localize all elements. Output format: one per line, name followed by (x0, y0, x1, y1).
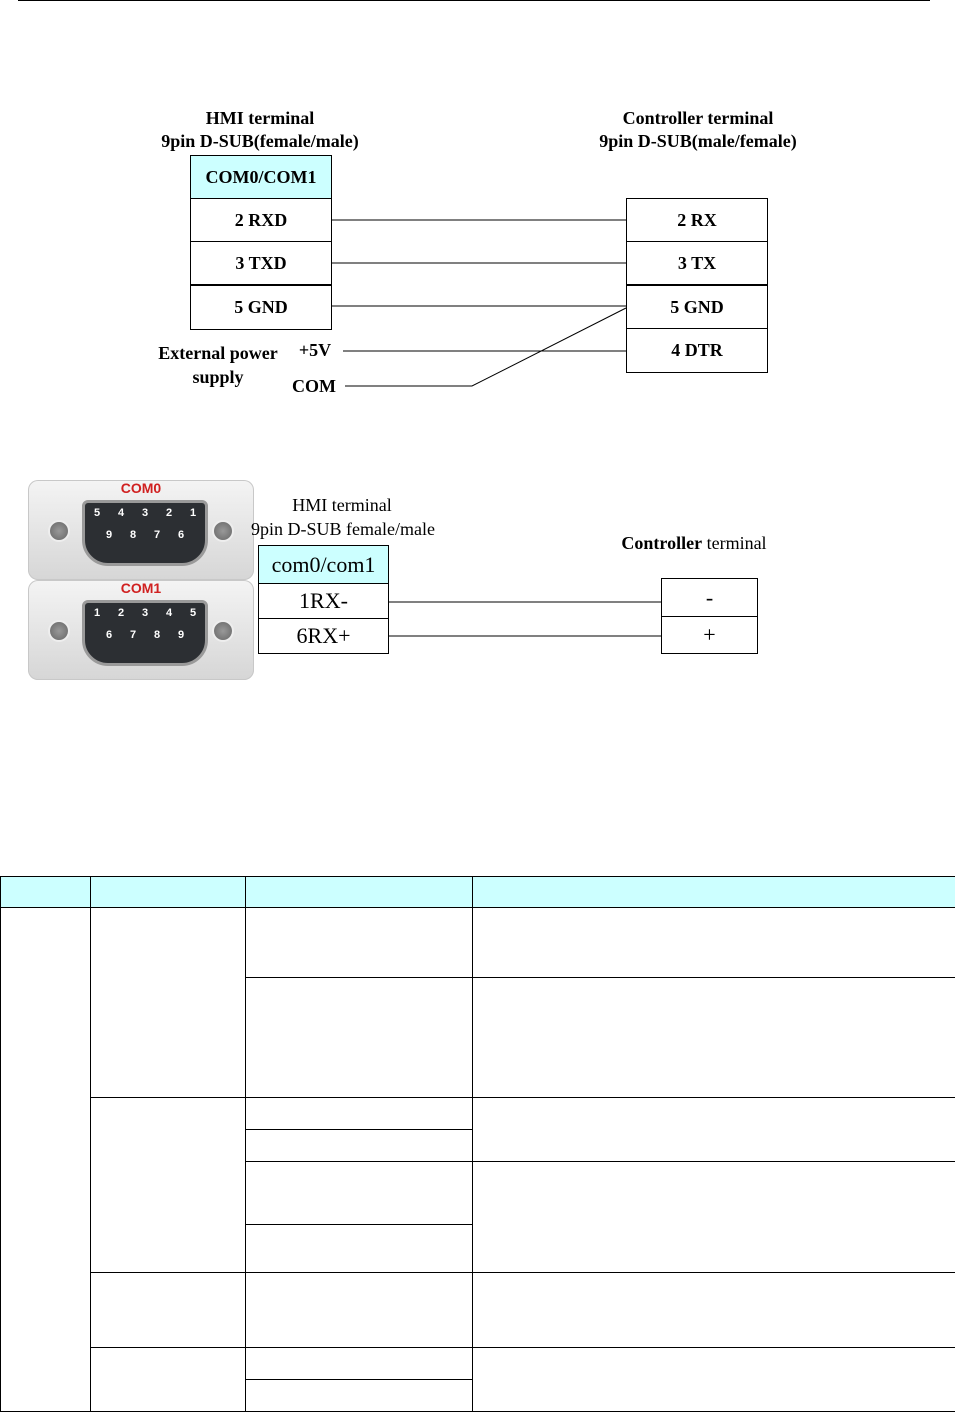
pin-number: 8 (154, 629, 160, 641)
table-cell (91, 1273, 246, 1348)
table-row (1, 1348, 955, 1380)
table-cell (473, 1273, 955, 1348)
table-cell (473, 1162, 955, 1273)
controller-terminal-title: Controller terminal (578, 108, 818, 129)
table-header-cell (246, 877, 473, 908)
pin-number: 6 (106, 629, 112, 641)
table-cell (473, 978, 955, 1098)
pin-number: 7 (130, 629, 136, 641)
controller-pin-minus: - (661, 578, 758, 617)
hmi-pin-gnd: 5 GND (190, 285, 332, 330)
table-cell (246, 1225, 473, 1273)
hmi-terminal-subtitle: 9pin D-SUB(female/male) (140, 131, 380, 152)
table-cell (246, 1130, 473, 1162)
pin-number: 9 (178, 629, 184, 641)
parameter-table (0, 876, 955, 1412)
pin-number: 6 (178, 529, 184, 541)
external-power-label-line1: External power (140, 343, 296, 364)
table-header-cell (473, 877, 955, 908)
controller-title-rest: terminal (702, 533, 766, 553)
table-cell (91, 1348, 246, 1412)
table-cell (246, 1380, 473, 1412)
pin-number: 5 (190, 607, 196, 619)
table-header-row (1, 877, 955, 908)
hmi-pin-rx-minus: 1RX- (258, 583, 389, 619)
controller-pin-tx: 3 TX (626, 241, 768, 285)
table-cell (473, 1098, 955, 1162)
external-power-label-line2: supply (140, 367, 296, 388)
pin-number: 2 (166, 507, 172, 519)
controller-pin-dtr: 4 DTR (626, 328, 768, 373)
hmi-port-header-2: com0/com1 (258, 545, 389, 584)
table-cell (473, 1348, 955, 1412)
hmi-pin-rxd: 2 RXD (190, 198, 332, 242)
plus5v-label: +5V (292, 340, 338, 361)
pin-number: 5 (94, 507, 100, 519)
pin-number: 1 (94, 607, 100, 619)
controller-pin-rx: 2 RX (626, 198, 768, 242)
pin-number: 4 (118, 507, 124, 519)
hmi-terminal-title: HMI terminal (160, 108, 360, 129)
table-header-cell (91, 877, 246, 908)
table-cell (473, 908, 955, 978)
table-cell (91, 908, 246, 1098)
pin-number: 8 (130, 529, 136, 541)
pin-number: 9 (106, 529, 112, 541)
controller-title-bold: Controller (621, 533, 702, 553)
controller-terminal-subtitle: 9pin D-SUB(male/female) (570, 131, 826, 152)
hmi-terminal-title-2: HMI terminal (262, 495, 422, 516)
table-row (1, 1098, 955, 1130)
table-row (1, 1273, 955, 1348)
table-cell (246, 908, 473, 978)
com1-connector-label: COM1 (28, 580, 254, 596)
hmi-port-header: COM0/COM1 (190, 155, 332, 199)
com-label: COM (286, 376, 342, 397)
table-cell (246, 1098, 473, 1130)
table-cell (246, 1162, 473, 1225)
table-header-cell (1, 877, 91, 908)
hmi-pin-txd: 3 TXD (190, 241, 332, 285)
table-cell (91, 1098, 246, 1273)
controller-pin-gnd: 5 GND (626, 285, 768, 329)
table-row (1, 908, 955, 978)
pin-number: 2 (118, 607, 124, 619)
pin-number: 3 (142, 607, 148, 619)
table-cell (246, 1348, 473, 1380)
pin-number: 7 (154, 529, 160, 541)
hmi-terminal-subtitle-2: 9pin D-SUB female/male (238, 519, 448, 540)
controller-pin-plus: + (661, 616, 758, 654)
pin-number: 1 (190, 507, 196, 519)
table-cell (246, 978, 473, 1098)
pin-number: 4 (166, 607, 172, 619)
table-cell (246, 1273, 473, 1348)
diagram2-wires (0, 0, 955, 700)
hmi-pin-rx-plus: 6RX+ (258, 618, 389, 654)
table-cell (1, 908, 91, 1412)
com0-connector-label: COM0 (28, 480, 254, 496)
pin-number: 3 (142, 507, 148, 519)
